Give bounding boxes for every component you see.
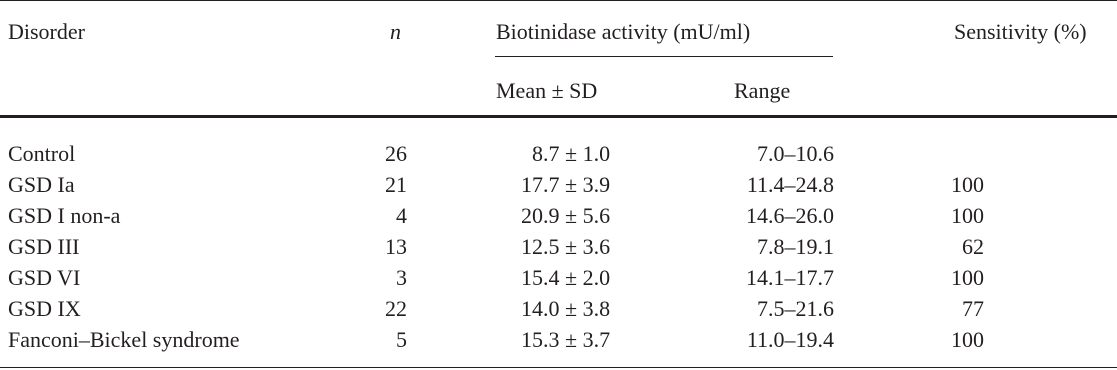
table-row: [0, 325, 1117, 356]
cell-range: 14.1–17.7: [746, 265, 834, 290]
cell-disorder: GSD VI: [8, 265, 81, 290]
activity-spanner-rule: [495, 56, 833, 57]
header-biotinidase-activity: Biotinidase activity (mU/ml): [496, 19, 751, 44]
header-disorder: Disorder: [8, 19, 85, 44]
cell-disorder: GSD Ia: [8, 172, 75, 197]
cell-range: 7.8–19.1: [757, 234, 834, 259]
cell-sensitivity: 100: [951, 327, 984, 352]
cell-n: 5: [396, 327, 407, 352]
cell-mean-sd: 15.3 ± 3.7: [521, 327, 611, 352]
table-header-rule: [0, 115, 1117, 118]
cell-disorder: Control: [8, 141, 76, 166]
cell-mean-sd: 8.7 ± 1.0: [532, 141, 611, 166]
table-row: [0, 294, 1117, 325]
table-bottom-rule: [0, 367, 1117, 368]
cell-sensitivity: 62: [962, 234, 984, 259]
cell-n: 22: [385, 296, 407, 321]
cell-sensitivity: 100: [951, 203, 984, 228]
table-row: [0, 139, 1117, 170]
table-top-rule: [0, 0, 1117, 1]
cell-disorder: GSD III: [8, 234, 80, 259]
cell-range: 7.5–21.6: [757, 296, 834, 321]
cell-mean-sd: 20.9 ± 5.6: [521, 203, 611, 228]
cell-sensitivity: 100: [951, 172, 984, 197]
cell-mean-sd: 12.5 ± 3.6: [521, 234, 611, 259]
header-mean-sd: Mean ± SD: [496, 78, 598, 103]
cell-sensitivity: 77: [962, 296, 984, 321]
cell-mean-sd: 15.4 ± 2.0: [521, 265, 611, 290]
cell-n: 4: [396, 203, 407, 228]
header-n: n: [390, 19, 401, 44]
cell-mean-sd: 17.7 ± 3.9: [521, 172, 611, 197]
cell-range: 11.0–19.4: [746, 327, 834, 352]
table-row: [0, 170, 1117, 201]
cell-range: 11.4–24.8: [746, 172, 834, 197]
cell-disorder: Fanconi–Bickel syndrome: [8, 327, 240, 352]
cell-range: 7.0–10.6: [757, 141, 834, 166]
header-sensitivity: Sensitivity (%): [954, 19, 1087, 44]
header-range: Range: [734, 78, 791, 103]
cell-n: 21: [385, 172, 407, 197]
cell-sensitivity: 100: [951, 265, 984, 290]
cell-n: 3: [396, 265, 407, 290]
table-row: [0, 232, 1117, 263]
cell-n: 26: [385, 141, 407, 166]
cell-n: 13: [385, 234, 407, 259]
table-row: [0, 263, 1117, 294]
table-row: [0, 201, 1117, 232]
cell-range: 14.6–26.0: [746, 203, 834, 228]
cell-disorder: GSD IX: [8, 296, 81, 321]
cell-disorder: GSD I non-a: [8, 203, 121, 228]
cell-mean-sd: 14.0 ± 3.8: [521, 296, 611, 321]
